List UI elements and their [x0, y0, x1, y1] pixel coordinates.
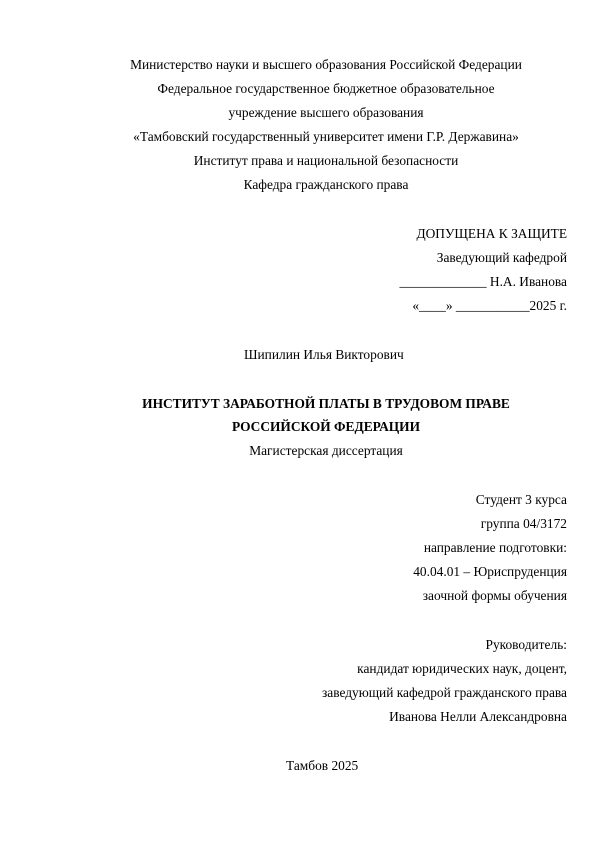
approval-date: «____» ___________2025 г.: [412, 298, 567, 313]
thesis-type: Магистерская диссертация: [249, 443, 403, 458]
ministry-line: Министерство науки и высшего образования Российской Федерации: [130, 57, 522, 72]
institution-line-2: учреждение высшего образования: [228, 105, 424, 120]
student-group: группа 04/3172: [480, 516, 567, 531]
supervisor-label: Руководитель:: [485, 637, 567, 652]
direction-code: 40.04.01 – Юриспруденция: [413, 564, 567, 579]
thesis-title-line-1: ИНСТИТУТ ЗАРАБОТНОЙ ПЛАТЫ В ТРУДОВОМ ПРАВЕ: [142, 396, 510, 411]
approval-role: Заведующий кафедрой: [436, 250, 567, 265]
institute-name: Институт права и национальной безопасности: [193, 153, 459, 168]
institution-line-1: Федеральное государственное бюджетное образовательное: [157, 81, 495, 96]
thesis-title-line-2: РОССИЙСКОЙ ФЕДЕРАЦИИ: [231, 419, 421, 434]
supervisor-position: заведующий кафедрой гражданского права: [321, 685, 567, 700]
place-year: Тамбов 2025: [286, 758, 359, 773]
department-name: Кафедра гражданского права: [243, 177, 409, 192]
student-course: Студент 3 курса: [475, 492, 567, 507]
direction-label: направление подготовки:: [423, 540, 567, 555]
study-form: заочной формы обучения: [422, 588, 567, 603]
university-name: «Тамбовский государственный университет имени Г.Р. Державина»: [133, 129, 519, 144]
author-name: Шипилин Илья Викторович: [244, 347, 404, 362]
supervisor-degree: кандидат юридических наук, доцент,: [357, 661, 567, 676]
supervisor-name: Иванова Нелли Александровна: [389, 709, 567, 724]
approval-title: ДОПУЩЕНА К ЗАЩИТЕ: [416, 226, 567, 241]
approval-signature: _____________ Н.А. Иванова: [399, 274, 567, 289]
